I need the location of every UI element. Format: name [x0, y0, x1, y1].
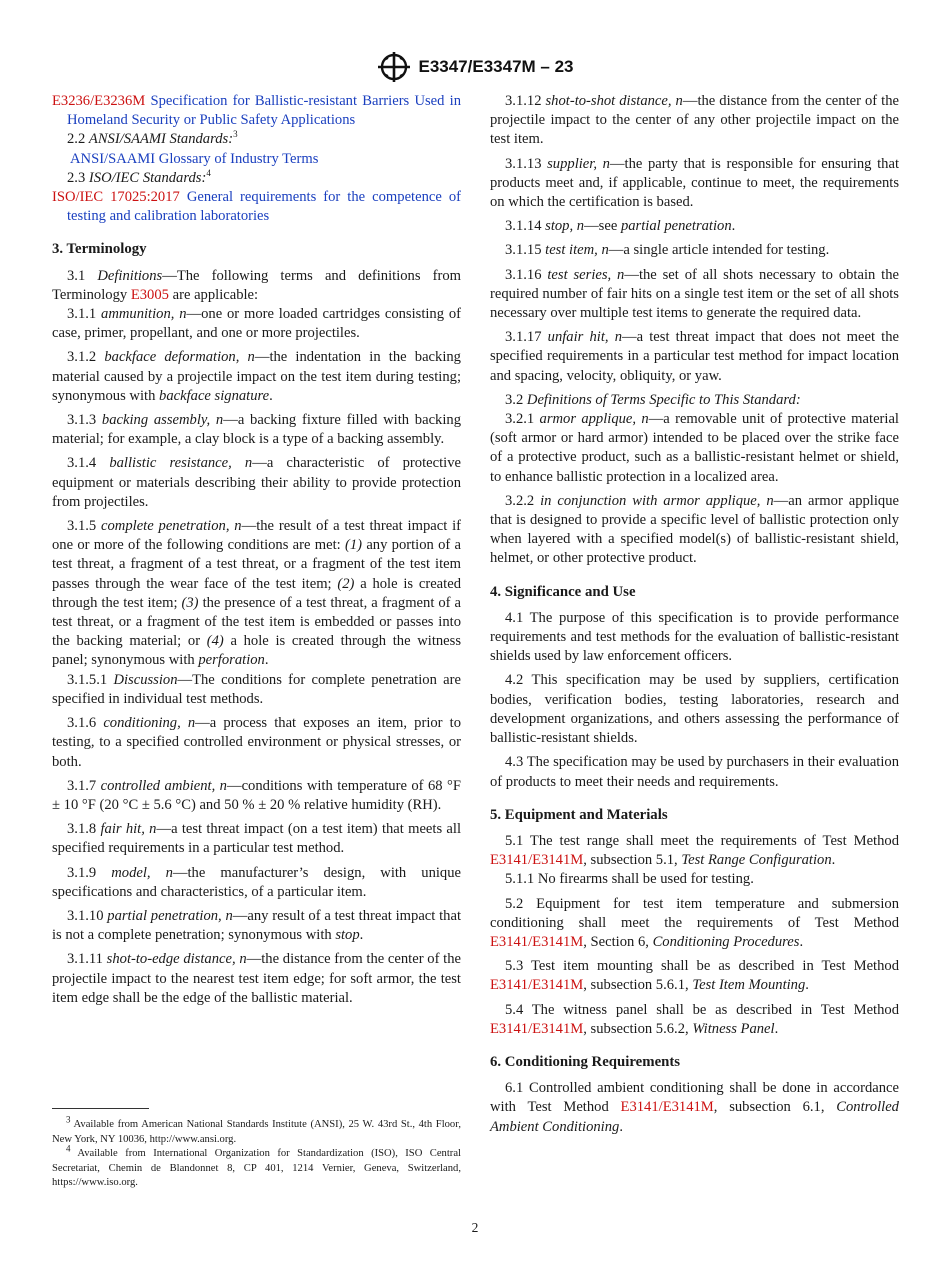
para-3-1: 3.1 Definitions—The following terms and definitions from Terminology E3005 are applicable: [52, 267, 461, 303]
para-3-1-17: 3.1.17 unfair hit, n—a test threat impact that does not meet the specified requirements in a particular test method for impact location and spacing, velocity, obliquity, or yaw. [490, 329, 900, 384]
footnotes [52, 1114, 461, 1191]
ref-link-e3236[interactable]: E3236/E3236M [52, 93, 146, 109]
para-5-1-1: 5.1.1 No firearms shall be used for testing. [505, 871, 754, 888]
ref-link-e3141[interactable]: E3141/E3141M [490, 1020, 584, 1037]
para-3-2-2: 3.2.2 in conjunction with armor applique, n—an armor applique that is designed to provide a specific level of ballistic protection only when layered with a specified model(s) of ballistic-resistant shield, helmet, or other protective product. [490, 492, 899, 567]
para-3-1-3: 3.1.3 backing assembly, n—a backing fixture filled with backing material; for example, a clay block is a type of a backing assembly. [52, 412, 461, 448]
para-3-2-1: 3.2.1 armor applique, n—a removable unit of protective material (soft armor or hard armor) intended to be placed over the strike face of a protective product, such as a ballistic-resistant helmet or shield, to enhance ballistic protection in a localized area. [490, 411, 899, 485]
section-2-3: 2.3 ISO/IEC Standards:$^4$ [67, 167, 211, 186]
para-3-1-15: 3.1.15 test item, n—a single article intended for testing. [505, 242, 830, 259]
footnote-divider [52, 1108, 149, 1109]
para-3-1-1: 3.1.1 ammunition, n—one or more loaded cartridges consisting of case, primer, propellant, and one or more projectiles. [52, 306, 461, 342]
ref-title-e3236[interactable]: Specification for Ballistic-resistant Barriers Used in Homeland Security or Public Safety Applications [67, 93, 461, 129]
para-3-1-2: 3.1.2 backface deformation, n—the indentation in the backing material caused by a projectile impact on the test item during testing; synonymous with backface signature. [52, 349, 461, 404]
para-5-3: 5.3 Test item mounting shall be as described in Test Method E3141/E3141M, subsection 5.6.1, Test Item Mounting. [490, 958, 899, 994]
para-3-1-5: 3.1.5 complete penetration, n—the result of a test threat impact if one or more of the following conditions are met: (1) any portion of a test threat, a fragment of a test threat, or a fragment of the test item passes through the wear face of the test item; (2) a hole is created through the test item; (3) the presence of a test threat, a fragment of a test threat, or a fragment of the test item is embedded or passes into the backing material; or (4) a hole is created through the witness panel; synonymous with perforation. [52, 518, 462, 669]
ref-link-e3005[interactable]: E3005 [130, 286, 169, 303]
ref-link-iso[interactable]: ISO/IEC 17025:2017 [52, 189, 180, 206]
para-5-2: 5.2 Equipment for test item temperature and submersion conditioning shall meet the requirements of Test Method E3141/E3141M, Section 6, Conditioning Procedures. [490, 895, 899, 950]
reference-iso-17025 [52, 188, 461, 226]
para-3-1-6: 3.1.6 conditioning, n—a process that exposes an item, prior to testing, to a specified controlled environment or physical stresses, or both. [52, 715, 461, 770]
ref-link-ansi[interactable]: ANSI/SAAMI Glossary of Industry Terms [70, 150, 319, 167]
reference-e3236 [52, 92, 461, 130]
para-3-1-7: 3.1.7 controlled ambient, n—conditions with temperature of 68 °F ± 10 °F (20 °C ± 5.6 °C) and 50 % ± 20 % relative humidity (RH). [52, 777, 462, 813]
section-2-2: 2.2 ANSI/SAAMI Standards:$^3$ [67, 129, 238, 148]
para-3-1-4: 3.1.4 ballistic resistance, n—a characteristic of protective equipment or materials describing their ability to provide protection from projectiles. [52, 455, 461, 510]
standard-designation: E3347/E3347M – 23 [418, 57, 574, 76]
para-5-4: 5.4 The witness panel shall be as described in Test Method E3141/E3141M, subsection 5.6.2, Witness Panel. [490, 1001, 899, 1037]
ref-link-e3141[interactable]: E3141/E3141M [490, 933, 584, 950]
para-3-1-9: 3.1.9 model, n—the manufacturer’s design, with unique specifications and characteristics, of a particular item. [52, 864, 461, 900]
para-3-1-11: 3.1.11 shot-to-edge distance, n—the distance from the center of the projectile impact to the nearest test item edge; for soft armor, the test item edge shall be the edge of the ballistic material. [52, 951, 461, 1006]
ref-title-iso[interactable]: General requirements for the competence of testing and calibration laboratories [67, 189, 462, 225]
para-3-1-12: 3.1.12 shot-to-shot distance, n—the distance from the center of the projectile impact to the center of any other projectile impact on the test item. [490, 93, 899, 148]
heading-equipment: 5. Equipment and Materials [490, 806, 668, 823]
footnote-4: $^4$ Available from International Organization for Standardization (ISO), ISO Central Secretariat, Chemin de Blandonnet 8, CP 401, 1214 Vernier, Geneva, Switzerland, https://www.iso.org. [52, 1143, 461, 1189]
astm-logo-icon [376, 50, 412, 84]
footnote-3: $^3$ Available from American National Standards Institute (ANSI), 25 W. 43rd St., 4th Floor, New York, NY 10036, http://www.ansi.org. [52, 1114, 461, 1145]
left-column [52, 92, 461, 1008]
page-number: 2 [471, 1220, 479, 1235]
heading-terminology: 3. Terminology [52, 241, 147, 258]
para-4-1: 4.1 The purpose of this specification is to provide performance requirements and test methods for the evaluation of ballistic-resistant shields used by law enforcement officers. [490, 609, 899, 665]
para-4-3: 4.3 The specification may be used by purchasers in their evaluation of products to meet their needs and requirements. [490, 754, 899, 790]
para-3-1-10: 3.1.10 partial penetration, n—any result of a test threat impact that is not a complete penetration; synonymous with stop. [52, 907, 461, 944]
para-6-1: 6.1 Controlled ambient conditioning shall be done in accordance with Test Method E3141/E3141M, subsection 6.1, Controlled Ambient Conditioning. [490, 1080, 899, 1135]
reference-ansi-glossary [52, 150, 461, 169]
para-3-1-8: 3.1.8 fair hit, n—a test threat impact (on a test item) that meets all specified requirements in a particular test method. [52, 821, 462, 857]
ref-link-e3141[interactable]: E3141/E3141M [490, 852, 584, 869]
para-3-1-13: 3.1.13 supplier, n—the party that is responsible for ensuring that products meet and, if applicable, continue to meet, the requirements on which the certification is based. [490, 155, 899, 211]
ref-link-e3141[interactable]: E3141/E3141M [490, 977, 584, 994]
para-5-1: 5.1 The test range shall meet the requirements of Test Method E3141/E3141M, subsection 5.1, Test Range Configuration. [490, 832, 899, 869]
page-header [0, 50, 950, 84]
heading-significance: 4. Significance and Use [490, 583, 636, 600]
footnote-ref-4[interactable]: 4 [206, 167, 211, 178]
para-3-1-16: 3.1.16 test series, n—the set of all shots necessary to obtain the required number of fair hits on a single test item or the set of all shots necessary over multiple test items to generate the required data. [490, 266, 899, 322]
para-4-2: 4.2 This specification may be used by suppliers, certification bodies, verification bodies, testing laboratories, research and development organizations, and others assessing the performance of ballistic-resistant shields. [490, 672, 899, 747]
para-3-2: 3.2 Definitions of Terms Specific to This Standard: [505, 391, 801, 408]
heading-conditioning: 6. Conditioning Requirements [490, 1053, 681, 1070]
para-3-1-5-1: 3.1.5.1 Discussion—The conditions for complete penetration are specified in individual test methods. [52, 671, 461, 707]
ref-link-e3141[interactable]: E3141/E3141M [620, 1099, 714, 1116]
para-3-1-14: 3.1.14 stop, n—see partial penetration. [505, 218, 736, 235]
footnote-ref-3[interactable]: 3 [233, 129, 238, 140]
right-column [490, 92, 899, 1137]
